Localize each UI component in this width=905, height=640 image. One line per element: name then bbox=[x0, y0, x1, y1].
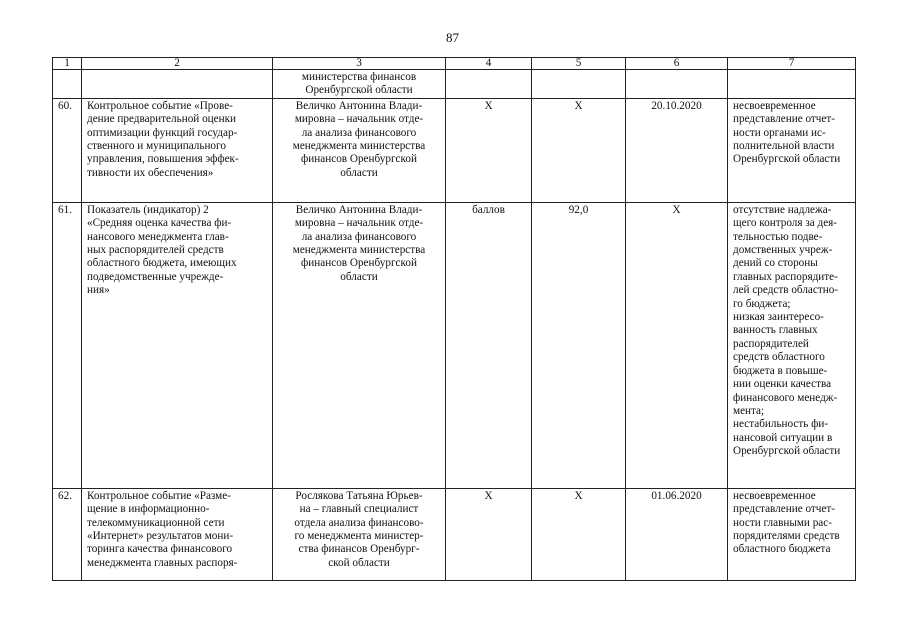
text-line: финансов Оренбургской bbox=[301, 257, 417, 270]
cell-date: Х bbox=[626, 202, 728, 488]
text-line: министерства финансов bbox=[301, 71, 417, 83]
text-line: области bbox=[340, 270, 378, 283]
page-number: 87 bbox=[446, 30, 459, 45]
text-line: подведомственные учрежде- bbox=[87, 270, 224, 283]
text-line: нии оценки качества bbox=[733, 378, 832, 391]
text-line: телекоммуникационной сети bbox=[87, 516, 225, 529]
text-line: ской области bbox=[328, 556, 390, 569]
text-line: дений со стороны bbox=[733, 257, 818, 270]
text-line: Оренбургской области bbox=[733, 153, 841, 166]
cell-num: 62. bbox=[53, 488, 82, 580]
text-line: отсутствие надлежа- bbox=[733, 203, 832, 216]
text-line: «Средняя оценка качества фи- bbox=[87, 217, 232, 230]
column-number: 2 bbox=[82, 58, 273, 70]
column-number: 3 bbox=[273, 58, 446, 70]
text-line: представление отчет- bbox=[733, 113, 836, 126]
text-line: средств областного bbox=[733, 351, 825, 364]
text-line: ства финансов Оренбург- bbox=[298, 543, 420, 556]
text-line: полнительной власти bbox=[733, 140, 835, 153]
text-line: менеджмента главных распоря- bbox=[87, 556, 238, 569]
text-line: финансового менедж- bbox=[733, 391, 838, 404]
text-line: несвоевременное bbox=[733, 489, 816, 502]
cell-risk bbox=[728, 98, 856, 202]
cell-risk bbox=[728, 488, 856, 580]
text-line: распорядителей bbox=[733, 337, 809, 350]
text-line: щение в информационно- bbox=[87, 503, 210, 516]
text-line: го менеджмента министер- bbox=[294, 530, 424, 543]
text-line: мировна – начальник отде- bbox=[294, 113, 424, 126]
text-line: областного бюджета, имеющих bbox=[87, 257, 237, 270]
text-line: Рослякова Татьяна Юрьев- bbox=[295, 489, 423, 502]
text-line: областного бюджета bbox=[733, 543, 831, 556]
cell-responsible bbox=[273, 98, 446, 202]
text-line: лей средств областно- bbox=[733, 284, 839, 297]
cell-description bbox=[82, 98, 273, 202]
text-line: Показатель (индикатор) 2 bbox=[87, 203, 209, 216]
text-line: ности главными рас- bbox=[733, 516, 832, 529]
text-line: бюджета в повыше- bbox=[733, 364, 828, 377]
text-line: менеджмента министерства bbox=[292, 244, 426, 257]
table-row bbox=[53, 98, 856, 202]
text-line: щего контроля за дея- bbox=[733, 217, 838, 230]
cell-description bbox=[82, 488, 273, 580]
text-line: области bbox=[340, 166, 378, 179]
text-line: мента; bbox=[733, 404, 765, 417]
text-line: ности органами ис- bbox=[733, 126, 826, 139]
cell-risk bbox=[728, 202, 856, 488]
text-line: низкая заинтересо- bbox=[733, 311, 824, 324]
text-line: нансового менеджмента глав- bbox=[87, 230, 229, 243]
cell-value bbox=[532, 70, 626, 99]
cell-unit: баллов bbox=[446, 202, 532, 488]
text-line: Контрольное событие «Разме- bbox=[87, 489, 231, 502]
cell-num: 60. bbox=[53, 98, 82, 202]
cell-date: 01.06.2020 bbox=[626, 488, 728, 580]
text-line: Оренбургской области bbox=[305, 84, 413, 97]
cell-unit: Х bbox=[446, 488, 532, 580]
column-number: 7 bbox=[728, 58, 856, 70]
cell-num: 61. bbox=[53, 202, 82, 488]
text-line: «Интернет» результатов мони- bbox=[87, 530, 234, 543]
cell-risk bbox=[728, 70, 856, 99]
text-line: нансовой ситуации в bbox=[733, 431, 833, 444]
table-row bbox=[53, 488, 856, 580]
text-line: несвоевременное bbox=[733, 99, 816, 112]
column-number: 4 bbox=[446, 58, 532, 70]
text-line: дение предварительной оценки bbox=[87, 113, 237, 126]
text-line: Величко Антонина Влади- bbox=[295, 99, 423, 112]
cell-value: 92,0 bbox=[532, 202, 626, 488]
text-line: Оренбургской области bbox=[733, 445, 841, 458]
text-line: отдела анализа финансово- bbox=[294, 516, 424, 529]
cell-responsible bbox=[273, 202, 446, 488]
text-line: ванность главных bbox=[733, 324, 818, 337]
text-line: управления, повышения эффек- bbox=[87, 153, 239, 166]
text-line: тивности их обеспечения» bbox=[87, 166, 214, 179]
table-row bbox=[53, 202, 856, 488]
text-line: Контрольное событие «Прове- bbox=[87, 99, 233, 112]
text-line: менеджмента министерства bbox=[292, 140, 426, 153]
cell-responsible bbox=[273, 70, 446, 99]
text-line: главных распорядите- bbox=[733, 270, 838, 283]
text-line: тельностью подве- bbox=[733, 230, 823, 243]
text-line: домственных учреж- bbox=[733, 244, 833, 257]
cell-num bbox=[53, 70, 82, 99]
text-line: ственного и муниципального bbox=[87, 140, 226, 153]
text-line: оптимизации функций государ- bbox=[87, 126, 238, 139]
column-numbers-row bbox=[53, 58, 856, 70]
cell-responsible bbox=[273, 488, 446, 580]
cell-value: Х bbox=[532, 488, 626, 580]
column-number: 5 bbox=[532, 58, 626, 70]
text-line: представление отчет- bbox=[733, 503, 836, 516]
text-line: го бюджета; bbox=[733, 297, 791, 310]
cell-date bbox=[626, 70, 728, 99]
cell-description bbox=[82, 70, 273, 99]
text-line: мировна – начальник отде- bbox=[294, 217, 424, 230]
plan-table bbox=[52, 57, 856, 581]
text-line: ных распорядителей средств bbox=[87, 244, 224, 257]
text-line: ла анализа финансового bbox=[301, 230, 417, 243]
cell-description bbox=[82, 202, 273, 488]
continuation-row bbox=[53, 70, 856, 99]
text-line: нестабильность фи- bbox=[733, 418, 829, 431]
text-line: ла анализа финансового bbox=[301, 126, 417, 139]
cell-value: Х bbox=[532, 98, 626, 202]
text-line: на – главный специалист bbox=[299, 503, 419, 516]
column-number: 6 bbox=[626, 58, 728, 70]
text-line: Величко Антонина Влади- bbox=[295, 203, 423, 216]
text-line: ния» bbox=[87, 284, 110, 297]
column-number: 1 bbox=[53, 58, 82, 70]
text-line: финансов Оренбургской bbox=[301, 153, 417, 166]
text-line: торинга качества финансового bbox=[87, 543, 233, 556]
cell-date: 20.10.2020 bbox=[626, 98, 728, 202]
text-line: порядителями средств bbox=[733, 530, 840, 543]
cell-unit bbox=[446, 70, 532, 99]
cell-unit: Х bbox=[446, 98, 532, 202]
